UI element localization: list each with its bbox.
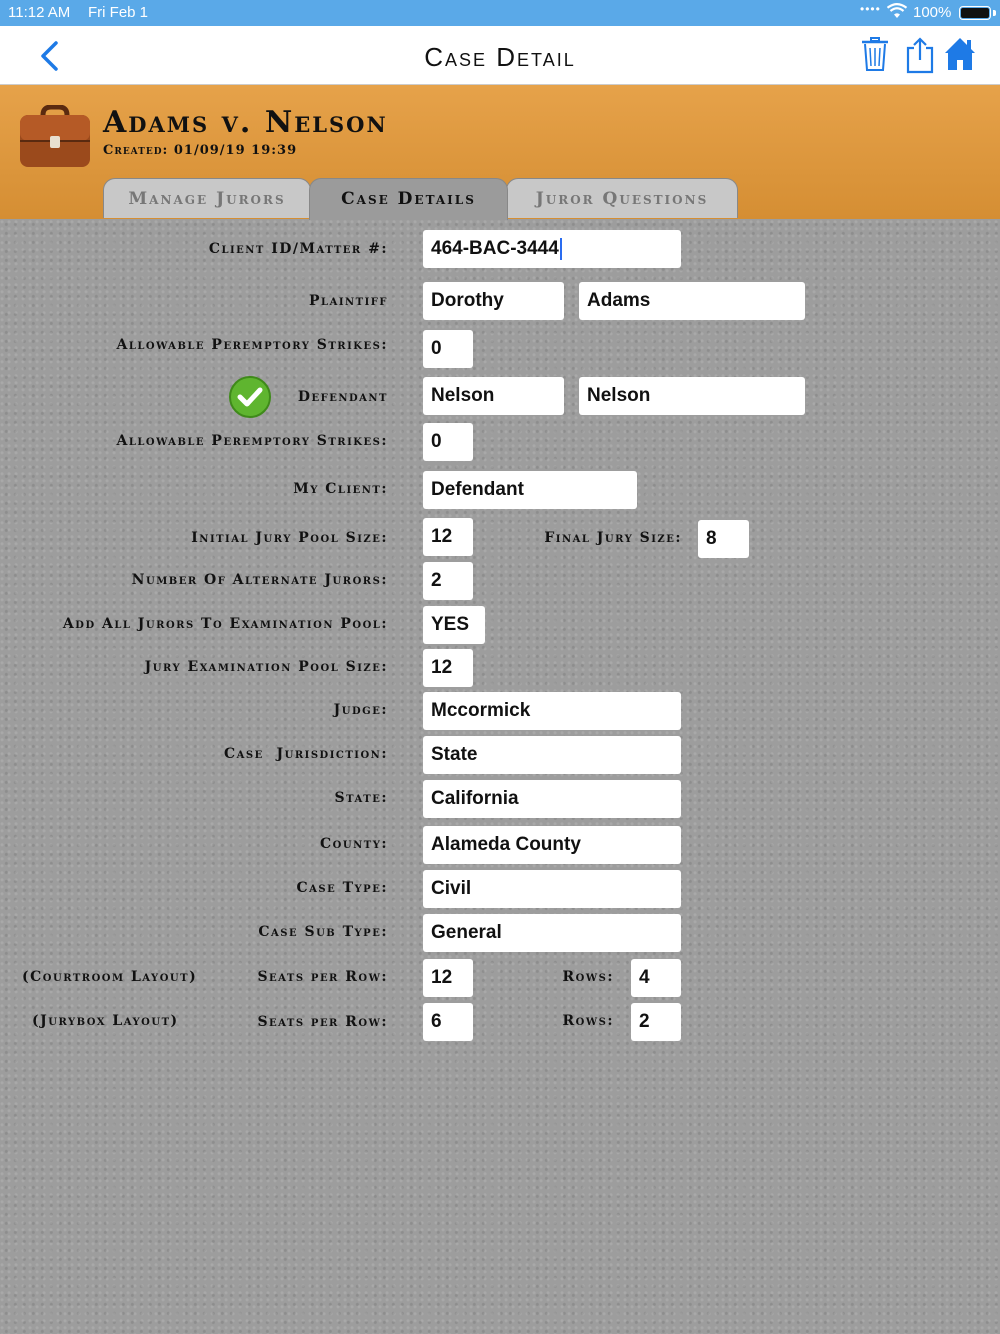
- share-icon[interactable]: [905, 36, 935, 79]
- jurybox-rows-label: Rows:: [562, 1013, 614, 1029]
- jurybox-rows-field[interactable]: 2: [631, 1003, 681, 1041]
- judge-label: Judge:: [333, 702, 388, 718]
- my-client-label: My Client:: [293, 481, 388, 497]
- alternates-label: Number Of Alternate Jurors:: [131, 572, 388, 588]
- jurybox-seats-field[interactable]: 6: [423, 1003, 473, 1041]
- my-client-checkmark-icon: [228, 375, 272, 424]
- page-title: Case Detail: [424, 42, 576, 72]
- client-id-value: 464-BAC-3444: [431, 238, 559, 259]
- jurybox-seats-label: Seats per Row:: [257, 1014, 388, 1030]
- defendant-first-name-field[interactable]: Nelson: [423, 377, 564, 415]
- defendant-strikes-label: Allowable Peremptory Strikes:: [116, 433, 388, 449]
- battery-percent: 100%: [913, 4, 952, 21]
- initial-pool-label: Initial Jury Pool Size:: [191, 530, 388, 546]
- initial-pool-field[interactable]: 12: [423, 518, 473, 556]
- courtroom-seats-field[interactable]: 12: [423, 959, 473, 997]
- battery-nub: [993, 10, 996, 16]
- state-field[interactable]: California: [423, 780, 681, 818]
- my-client-field[interactable]: Defendant: [423, 471, 637, 509]
- exam-pool-field[interactable]: 12: [423, 649, 473, 687]
- defendant-label: Defendant: [297, 389, 388, 405]
- navigation-bar: [0, 26, 1000, 85]
- status-time: 11:12 AM: [8, 4, 71, 21]
- courtroom-rows-field[interactable]: 4: [631, 959, 681, 997]
- wifi-icon: [887, 3, 907, 23]
- plaintiff-strikes-field[interactable]: 0: [423, 330, 473, 368]
- jurybox-layout-label: (Jurybox Layout): [32, 1013, 179, 1029]
- jurisdiction-label: Case Jurisdiction:: [224, 746, 388, 762]
- text-cursor: [560, 238, 562, 260]
- case-header: [0, 85, 1000, 219]
- jurisdiction-field[interactable]: State: [423, 736, 681, 774]
- courtroom-layout-label: (Courtroom Layout): [22, 969, 198, 985]
- home-icon[interactable]: [944, 36, 976, 77]
- add-all-toggle[interactable]: YES: [423, 606, 485, 644]
- briefcase-icon: [18, 105, 92, 174]
- add-all-label: Add All Jurors To Examination Pool:: [62, 616, 388, 632]
- case-sub-type-field[interactable]: General: [423, 914, 681, 952]
- plaintiff-last-name-field[interactable]: Adams: [579, 282, 805, 320]
- case-type-label: Case Type:: [296, 880, 388, 896]
- trash-icon[interactable]: [860, 36, 890, 77]
- status-bar: [0, 0, 1000, 26]
- courtroom-seats-label: Seats per Row:: [257, 969, 388, 985]
- judge-field[interactable]: Mccormick: [423, 692, 681, 730]
- client-id-label: Client ID/Matter #:: [208, 241, 388, 257]
- plaintiff-first-name-field[interactable]: Dorothy: [423, 282, 564, 320]
- created-date: Created: 01/09/19 19:39: [103, 143, 298, 158]
- alternates-field[interactable]: 2: [423, 562, 473, 600]
- signal-dots-icon: ••••: [860, 2, 881, 16]
- tab-juror-questions[interactable]: Juror Questions: [506, 178, 738, 218]
- case-type-field[interactable]: Civil: [423, 870, 681, 908]
- county-field[interactable]: Alameda County: [423, 826, 681, 864]
- defendant-last-name-field[interactable]: Nelson: [579, 377, 805, 415]
- battery-icon: [959, 6, 991, 20]
- case-title: Adams v. Nelson: [103, 105, 388, 140]
- tab-manage-jurors[interactable]: Manage Jurors: [103, 178, 311, 218]
- case-sub-type-label: Case Sub Type:: [258, 924, 388, 940]
- final-jury-label: Final Jury Size:: [544, 530, 682, 546]
- courtroom-rows-label: Rows:: [562, 969, 614, 985]
- tab-case-details[interactable]: Case Details: [309, 178, 508, 220]
- state-label: State:: [334, 790, 388, 806]
- defendant-strikes-field[interactable]: 0: [423, 423, 473, 461]
- status-date: Fri Feb 1: [88, 4, 149, 21]
- plaintiff-label: Plaintiff: [309, 293, 388, 309]
- plaintiff-strikes-label: Allowable Peremptory Strikes:: [116, 337, 388, 353]
- county-label: County:: [320, 836, 388, 852]
- exam-pool-label: Jury Examination Pool Size:: [144, 659, 388, 675]
- client-id-field[interactable]: [423, 230, 681, 268]
- final-jury-field[interactable]: 8: [698, 520, 749, 558]
